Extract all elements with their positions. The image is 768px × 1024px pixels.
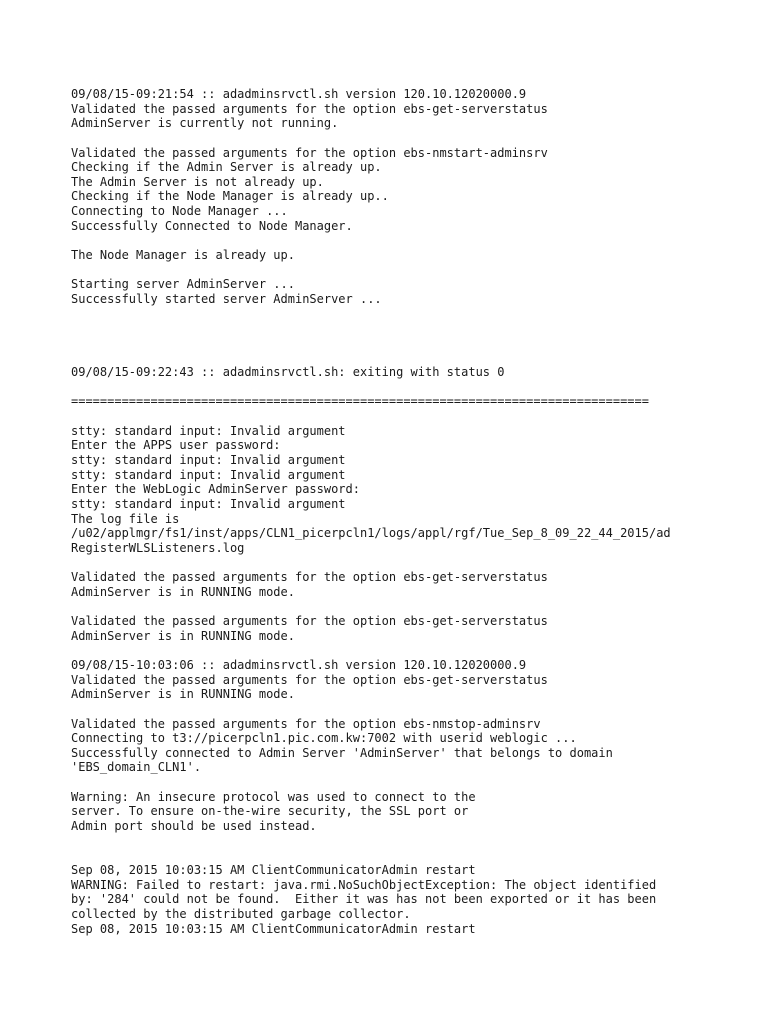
blank-line [71,775,751,790]
log-line: Successfully started server AdminServer ... [71,291,382,306]
blank-line [71,409,751,424]
log-line: by: '284' could not be found. Either it was has not been exported or it has been [71,892,657,907]
blank-line [71,702,751,717]
log-line: Warning: An insecure protocol was used to connect to the [71,789,476,804]
log-line: Sep 08, 2015 10:03:15 AM ClientCommunicatorAdmin restart [71,862,476,877]
log-line: server. To ensure on-the-wire security, the SSL port or [71,804,469,819]
log-line: Enter the APPS user password: [71,438,281,453]
log-line: Admin port should be used instead. [71,819,317,834]
log-line: Connecting to t3://picerpcln1.pic.com.kw:7002 with userid weblogic ... [71,731,577,746]
log-line: AdminServer is in RUNNING mode. [71,584,295,599]
log-line: Validated the passed arguments for the option ebs-get-serverstatus [71,101,548,116]
log-line: ================================================================================ [71,394,649,409]
blank-line [71,351,751,366]
log-line: Connecting to Node Manager ... [71,204,288,219]
log-line: stty: standard input: Invalid argument [71,467,346,482]
log-line: Validated the passed arguments for the option ebs-get-serverstatus [71,570,548,585]
log-line: stty: standard input: Invalid argument [71,453,346,468]
blank-line [71,599,751,614]
log-line: Successfully connected to Admin Server 'AdminServer' that belongs to domain [71,745,613,760]
log-line: Validated the passed arguments for the option ebs-get-serverstatus [71,672,548,687]
log-line: Successfully Connected to Node Manager. [71,218,353,233]
blank-line [71,321,751,336]
log-line: /u02/applmgr/fs1/inst/apps/CLN1_picerpcln1/logs/appl/rgf/Tue_Sep_8_09_22_44_2015/ad [71,526,671,541]
blank-line [71,848,751,863]
log-line: stty: standard input: Invalid argument [71,496,346,511]
log-line: Checking if the Node Manager is already up.. [71,189,389,204]
log-line: WARNING: Failed to restart: java.rmi.NoSuchObjectException: The object identified [71,877,657,892]
log-line: 09/08/15-10:03:06 :: adadminsrvctl.sh version 120.10.12020000.9 [71,657,527,672]
log-line: collected by the distributed garbage collector. [71,906,411,921]
blank-line [71,380,751,395]
blank-line [71,131,751,146]
log-line: The Admin Server is not already up. [71,174,324,189]
log-line: The Node Manager is already up. [71,248,295,263]
blank-line [71,336,751,351]
log-line: Validated the passed arguments for the option ebs-nmstart-adminsrv [71,145,548,160]
log-line: AdminServer is in RUNNING mode. [71,687,295,702]
log-line: Checking if the Admin Server is already up. [71,160,382,175]
blank-line [71,643,751,658]
log-text [71,87,751,936]
log-line: AdminServer is currently not running. [71,116,339,131]
log-line: AdminServer is in RUNNING mode. [71,628,295,643]
blank-line [71,556,751,571]
log-line: Starting server AdminServer ... [71,277,295,292]
log-line: Validated the passed arguments for the option ebs-nmstop-adminsrv [71,716,541,731]
log-line: Validated the passed arguments for the option ebs-get-serverstatus [71,614,548,629]
blank-line [71,233,751,248]
log-line: RegisterWLSListeners.log [71,540,245,555]
log-line: 'EBS_domain_CLN1'. [71,760,202,775]
blank-line [71,307,751,322]
log-line: Enter the WebLogic AdminServer password: [71,482,360,497]
log-line: 09/08/15-09:21:54 :: adadminsrvctl.sh version 120.10.12020000.9 [71,87,527,101]
blank-line [71,263,751,278]
blank-line [71,834,751,849]
log-line: 09/08/15-09:22:43 :: adadminsrvctl.sh: exiting with status 0 [71,365,505,380]
log-line: Sep 08, 2015 10:03:15 AM ClientCommunicatorAdmin restart [71,921,476,936]
log-line: stty: standard input: Invalid argument [71,423,346,438]
log-line: The log file is [71,511,180,526]
